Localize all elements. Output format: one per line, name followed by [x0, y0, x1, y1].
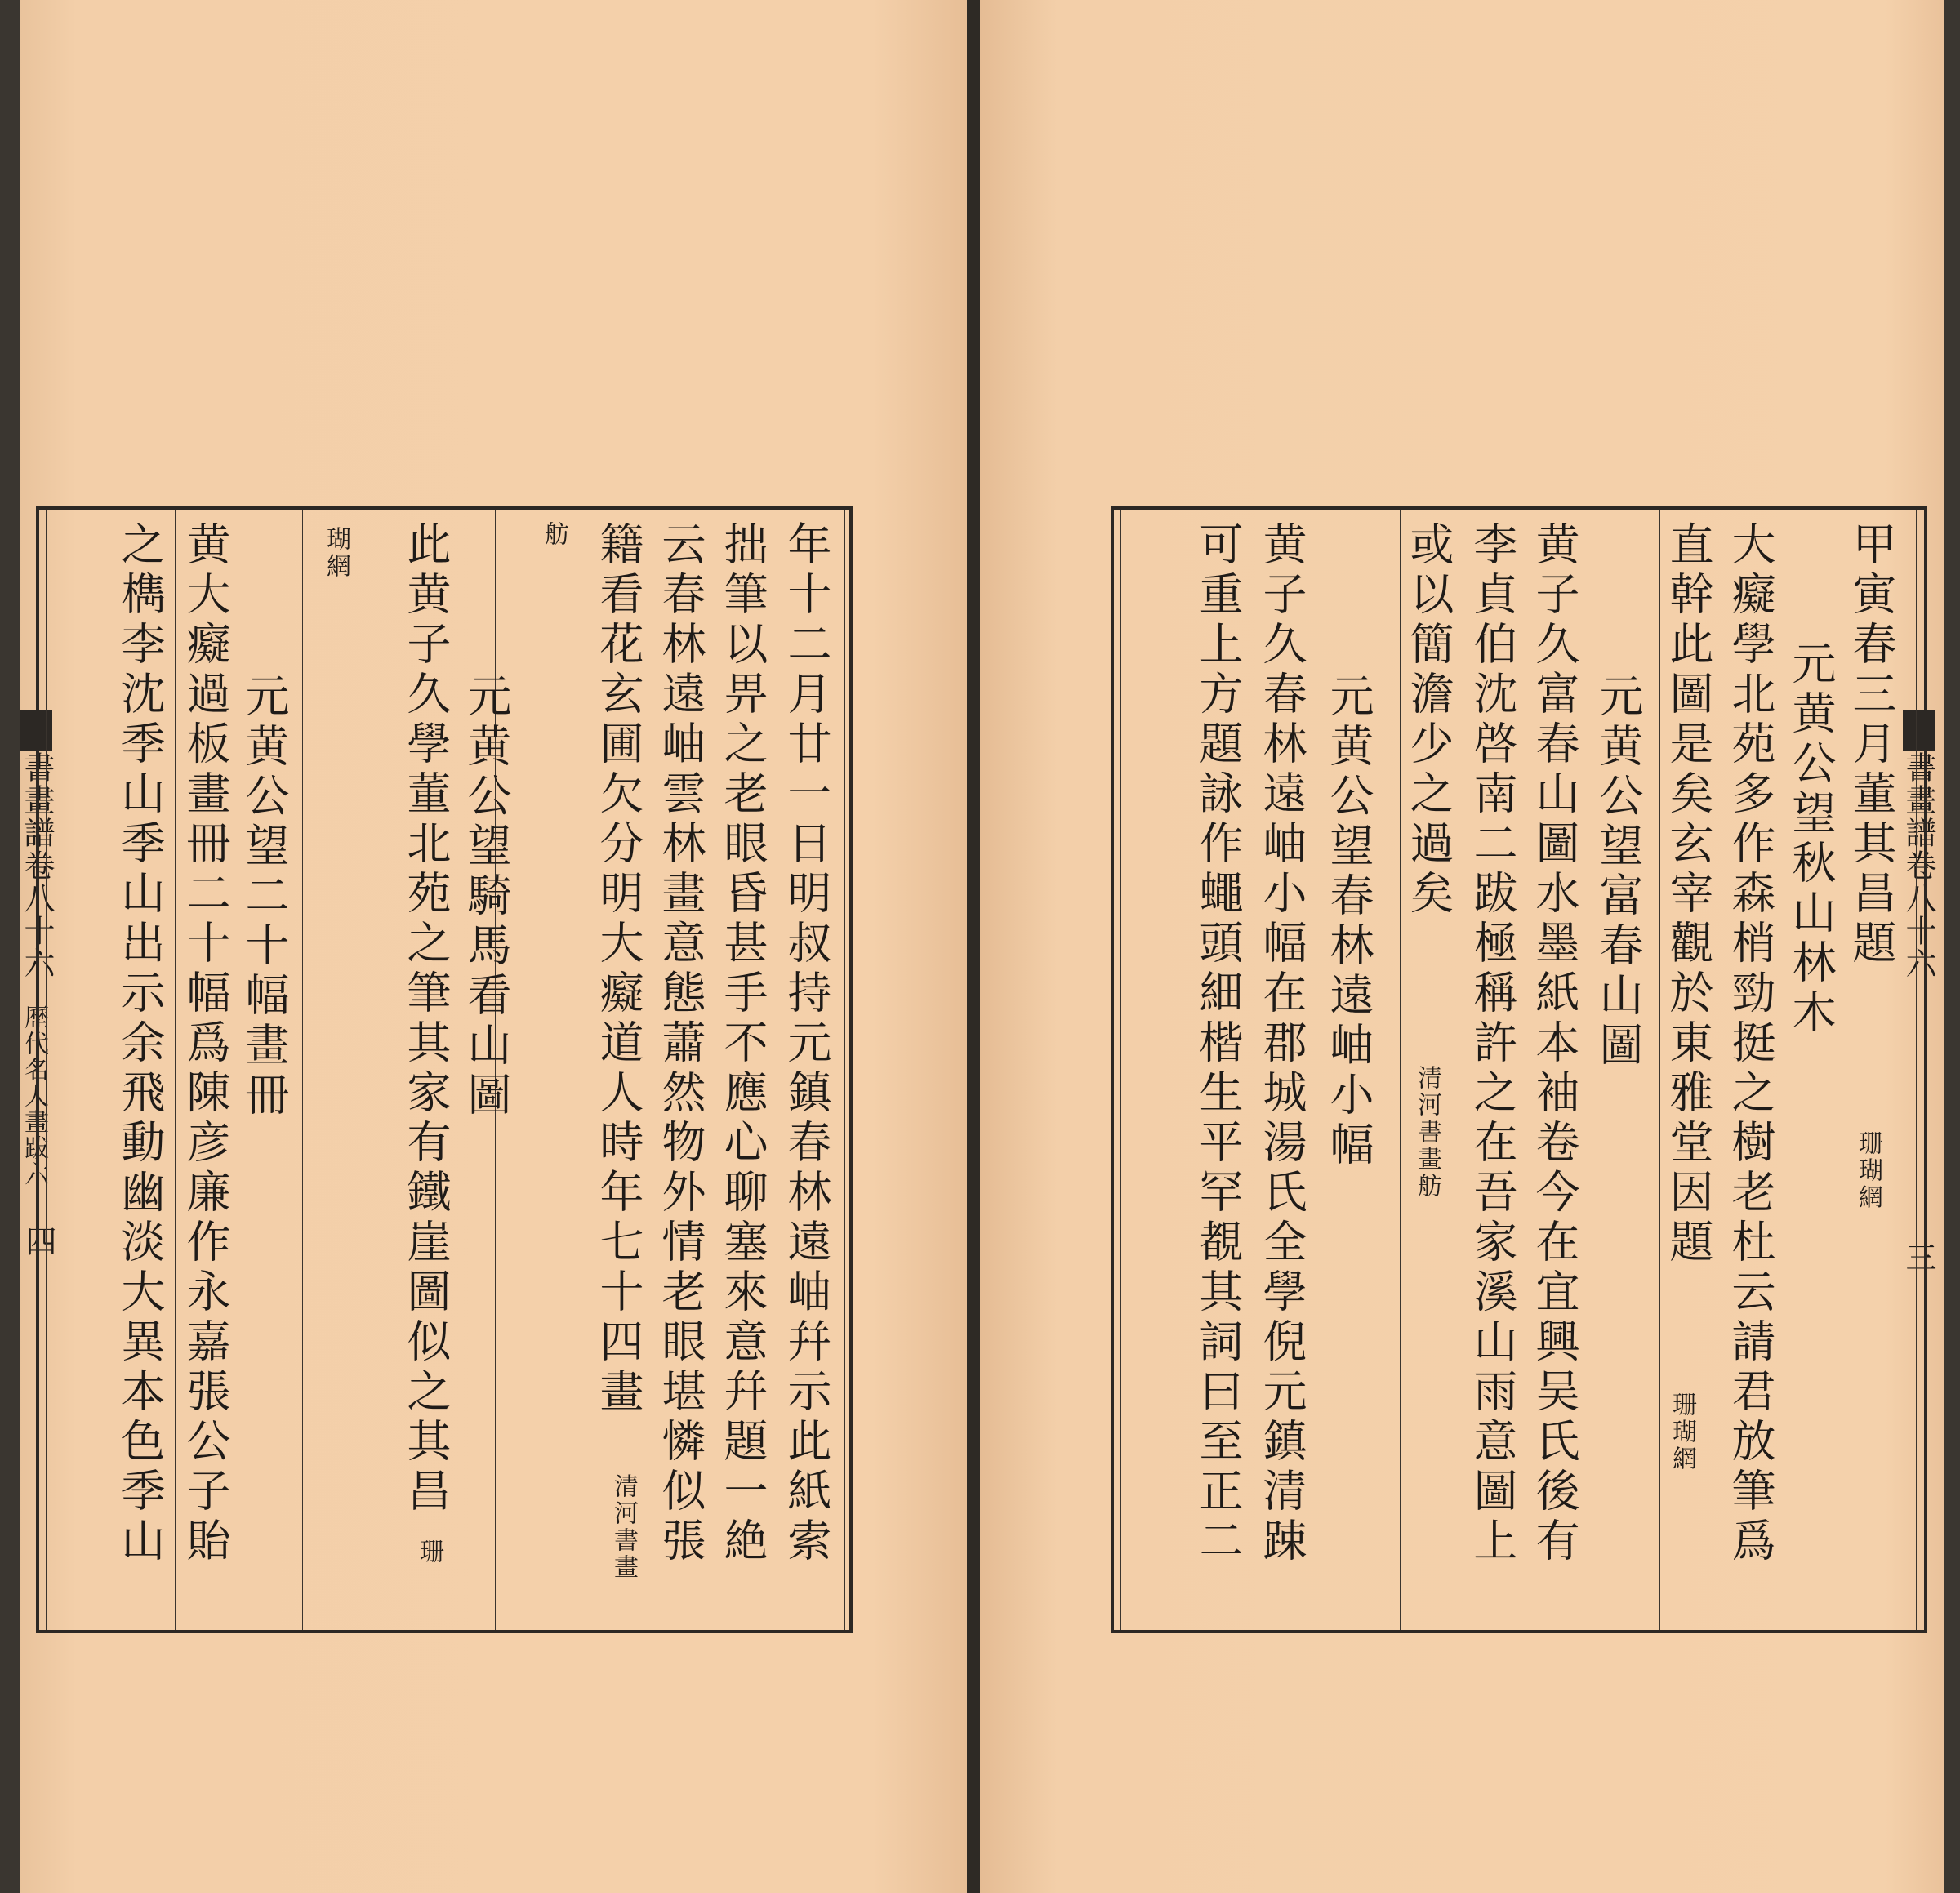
right-page [980, 0, 1944, 1893]
source-note: 珊瑚網 [1854, 1130, 1882, 1211]
text-column-9: 元黄公望春林遠岫小幅 [1323, 673, 1374, 1171]
text-column-7: 李貞伯沈啓南二跋極稱許之在吾家溪山雨意圖上 [1467, 521, 1518, 1567]
text-column-2: 元黄公望秋山林木 [1785, 640, 1837, 1039]
text-column-4: 籍看花玄圃欠分明大癡道人時年七十四畫 [593, 521, 644, 1418]
source-note: 清河書畫舫 [1413, 1065, 1441, 1200]
text-column-8: 黄大癡過板畫冊二十幅爲陳彦廉作永嘉張公子貽 [180, 521, 231, 1567]
text-column-5: 元黄公望騎馬看山圖 [461, 673, 512, 1121]
text-column-11: 可重上方題詠作蠅頭細楷生平罕覩其詞曰至正二 [1192, 521, 1244, 1567]
text-column-4: 直幹此圖是矣玄宰觀於東雅堂因題 [1663, 521, 1714, 1268]
left-page-number: 四 [20, 1225, 56, 1258]
text-column-2: 拙筆以畀之老眼昏甚手不應心聊塞來意幷題一絶 [717, 521, 768, 1567]
right-page-number: 三 [1900, 1241, 1936, 1274]
frame-rule [1120, 510, 1121, 1630]
frame-rule [1400, 510, 1401, 1630]
left-margin-title: 書畫譜卷八十六 [19, 751, 55, 980]
frame-rule [844, 510, 845, 1630]
text-column-5: 元黄公望富春山圖 [1592, 673, 1644, 1071]
frame-rule [1916, 510, 1917, 1630]
text-column-7: 元黄公望二十幅畫冊 [238, 673, 290, 1121]
right-text-frame [1111, 506, 1927, 1633]
text-column-3: 云春林遠岫雲林畫意態蕭然物外情老眼堪憐似張 [655, 521, 706, 1567]
left-margin-section: 歷代名人畫跋六 [20, 1004, 48, 1187]
right-margin-title: 書畫譜卷八十六 [1900, 751, 1936, 980]
text-column-8: 或以簡澹少之過矣 [1403, 521, 1454, 920]
frame-rule [46, 510, 47, 1630]
text-column-10: 黄子久春林遠岫小幅在郡城湯氏全學倪元鎮清踈 [1256, 521, 1307, 1567]
source-note: 珊瑚網 [1668, 1392, 1696, 1472]
text-column-6: 黄子久富春山圖水墨紙本袖卷今在宜興吴氏後有 [1529, 521, 1580, 1567]
frame-rule [175, 510, 176, 1630]
text-column-6: 此黄子久學董北苑之筆其家有鐵崖圖似之其昌 [400, 521, 452, 1517]
text-column-9: 之檇李沈季山季山出示余飛動幽淡大異本色季山 [114, 521, 166, 1567]
frame-rule [1659, 510, 1660, 1630]
text-column-1: 甲寅春三月董其昌題 [1846, 521, 1897, 969]
text-column-1: 年十二月廿一日明叔持元鎮春林遠岫幷示此紙索 [781, 521, 832, 1567]
left-page [20, 0, 967, 1893]
source-note: 舫 [540, 521, 568, 548]
book-gutter [967, 0, 980, 1893]
source-note: 瑚網 [322, 526, 350, 580]
left-text-frame [36, 506, 853, 1633]
frame-rule [302, 510, 303, 1630]
source-note: 清河書畫 [609, 1473, 638, 1581]
text-column-3: 大癡學北苑多作森梢勁挺之樹老杜云請君放筆爲 [1725, 521, 1776, 1567]
source-note: 珊 [415, 1539, 443, 1566]
